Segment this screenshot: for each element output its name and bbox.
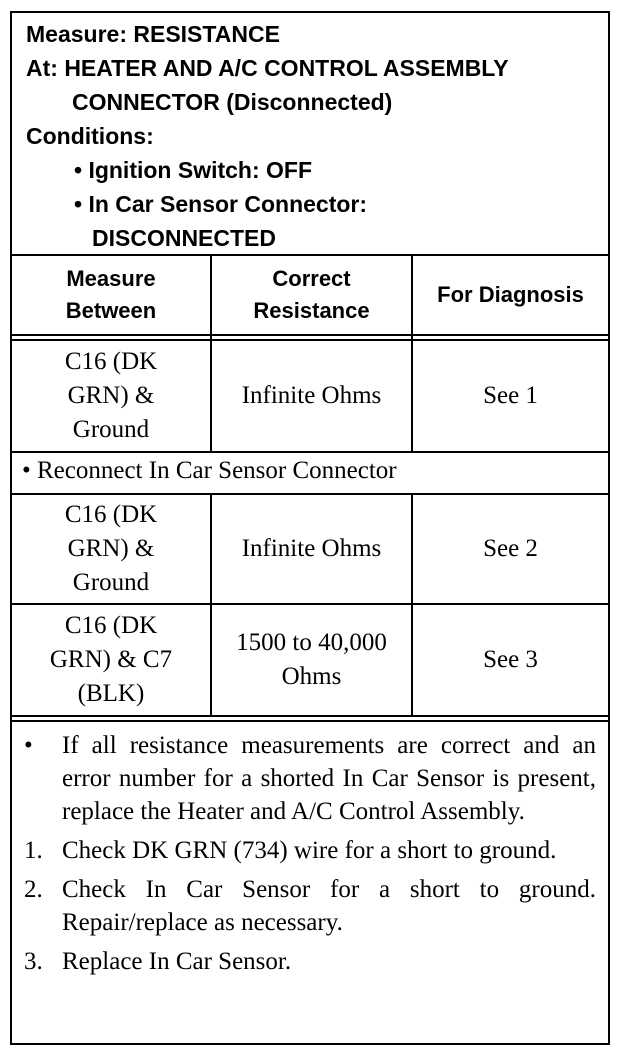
note-item — [24, 729, 596, 828]
measurement-header — [12, 13, 608, 254]
note-marker: 1. — [24, 837, 43, 864]
table-cell-resistance — [212, 605, 411, 715]
cell-line: GRN) & C7 — [49, 646, 173, 673]
note-item — [24, 945, 596, 978]
column-header-measure-between — [12, 256, 210, 334]
column-header-text: For Diagnosis — [437, 282, 584, 307]
procedure-box — [10, 11, 610, 1045]
note-text: Replace In Car Sensor. — [62, 948, 292, 975]
note-item — [24, 834, 596, 867]
column-header-for-diagnosis — [413, 256, 608, 334]
at-line-continued: CONNECTOR (Disconnected) — [72, 89, 393, 115]
diagnosis-notes — [12, 723, 608, 984]
cell-line: C16 (DK — [64, 612, 158, 639]
note-text: Check In Car Sensor for a short to ground. Repair/replace as necessary. — [62, 876, 596, 936]
cell-line: Ohms — [281, 663, 342, 690]
conditions-label: Conditions: — [26, 123, 154, 149]
condition-ignition: • Ignition Switch: OFF — [74, 157, 313, 183]
cell-line: GRN) & — [67, 382, 155, 409]
cell-line: Infinite Ohms — [241, 535, 382, 562]
table-cell-diagnosis — [413, 605, 608, 715]
cell-line: Ground — [72, 569, 150, 596]
note-marker: • — [24, 732, 33, 759]
note-marker: 2. — [24, 876, 43, 903]
table-cell-measure-between — [12, 605, 210, 715]
reconnect-note: • Reconnect In Car Sensor Connector — [22, 457, 397, 484]
note-text: Check DK GRN (734) wire for a short to ground. — [62, 837, 557, 864]
cell-line: Ground — [72, 416, 150, 443]
column-header-text: Between — [65, 298, 157, 323]
cell-line: 1500 to 40,000 — [236, 629, 387, 656]
condition-sensor-connector: • In Car Sensor Connector: — [74, 191, 368, 217]
table-cell-resistance — [212, 495, 411, 603]
cell-line: See 3 — [483, 646, 538, 673]
column-header-divider-top — [12, 334, 608, 336]
cell-line: Infinite Ohms — [241, 382, 382, 409]
table-cell-resistance — [212, 341, 411, 451]
table-cell-measure-between — [12, 495, 210, 603]
cell-line: (BLK) — [77, 680, 145, 707]
column-header-text: Correct — [272, 266, 351, 291]
note-text: If all resistance measurements are correct and an error number for a shorted In Car Sensor is present, replace the Heater and A/C Control Assembly. — [62, 732, 596, 825]
note-item — [24, 873, 596, 939]
cell-line: C16 (DK — [64, 501, 158, 528]
note-marker: 3. — [24, 948, 43, 975]
measure-line: Measure: RESISTANCE — [26, 21, 280, 47]
at-line: At: HEATER AND A/C CONTROL ASSEMBLY — [26, 55, 509, 81]
cell-line: See 1 — [483, 382, 538, 409]
cell-line: GRN) & — [67, 535, 155, 562]
table-bottom-divider-top — [12, 715, 608, 717]
column-header-text: Measure — [66, 266, 156, 291]
cell-line: See 2 — [483, 535, 538, 562]
cell-line: C16 (DK — [64, 348, 158, 375]
condition-sensor-connector-continued: DISCONNECTED — [92, 225, 277, 251]
column-header-correct-resistance — [212, 256, 411, 334]
column-header-text: Resistance — [253, 298, 370, 323]
table-bottom-divider-bottom — [12, 720, 608, 722]
table-cell-measure-between — [12, 341, 210, 451]
table-cell-diagnosis — [413, 341, 608, 451]
table-cell-diagnosis — [413, 495, 608, 603]
